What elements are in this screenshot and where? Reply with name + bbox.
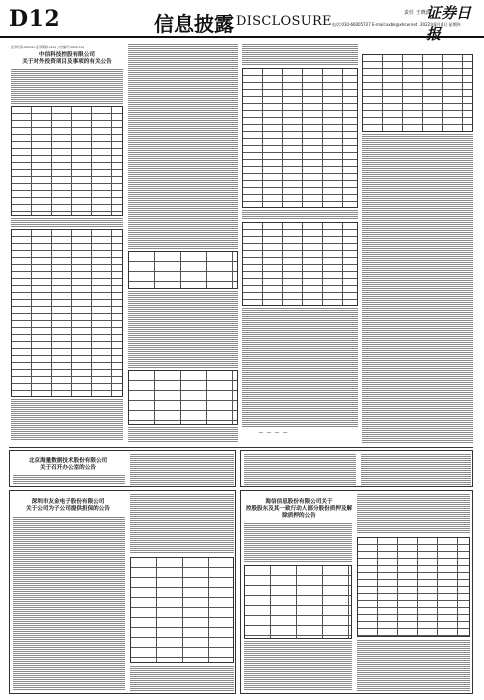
body-text	[244, 454, 356, 485]
announcement-3-company: 深圳市友金电子股份有限公司	[31, 499, 105, 505]
body-text	[244, 641, 352, 691]
data-table	[128, 251, 238, 289]
body-text	[11, 69, 123, 105]
data-table	[242, 222, 358, 306]
data-table	[11, 229, 123, 397]
body-text	[357, 494, 470, 534]
section-title: 信息披露	[154, 12, 234, 36]
data-table	[357, 537, 470, 637]
editor-credit: 责任 王晓波	[404, 10, 431, 16]
announcement-4	[240, 490, 473, 694]
body-text	[242, 44, 358, 66]
data-table	[242, 68, 358, 208]
page-number: D12	[9, 6, 61, 32]
newspaper-logo: 证券日报	[426, 4, 472, 43]
body-text	[362, 134, 473, 443]
data-table	[244, 565, 352, 639]
page-header	[0, 0, 484, 43]
issue-date: 2022年8月4日 星期四	[420, 22, 461, 27]
announcement-2-title: 关于召开办公室的公告	[40, 465, 96, 471]
body-text	[130, 494, 234, 554]
body-text	[11, 399, 123, 441]
body-text	[128, 291, 238, 369]
body-text	[244, 523, 352, 563]
body-text	[11, 218, 123, 228]
signature-stamp: ~ ~ ~ ~	[258, 429, 289, 437]
section-divider	[9, 447, 473, 448]
announcement-side	[240, 450, 473, 487]
body-text	[242, 308, 358, 428]
contact-info: 电话:010-66005727 E-mail:xxbk@xhcw.net	[332, 22, 418, 27]
body-text	[128, 44, 238, 249]
announcement-1-title: 关于对外投资项目及事项的有关公告	[22, 59, 112, 65]
announcement-4-title: 控股股东及其一致行动人部分股份质押及解除质押的公告	[245, 506, 353, 519]
body-text	[13, 475, 125, 485]
data-table	[128, 370, 238, 425]
body-text	[361, 454, 471, 485]
announcement-2	[9, 450, 236, 487]
announcement-4-company: 海信信息股份有限公司关于	[265, 499, 333, 505]
body-text	[357, 640, 470, 691]
data-table	[11, 106, 123, 216]
data-table	[362, 54, 473, 132]
announcement-3	[9, 490, 236, 694]
body-text	[130, 666, 234, 691]
data-table	[130, 557, 234, 663]
announcement-1-company: 中信科技控股有限公司	[39, 52, 95, 58]
body-text	[130, 454, 234, 485]
announcement-1-code-line: 证券代码:002xxx 证券简称:xxxx 公告编号:2022-xxx	[11, 45, 85, 49]
announcement-3-title: 关于公司为子公司提供担保的公告	[26, 506, 110, 512]
body-text	[128, 427, 238, 443]
body-text	[242, 210, 358, 220]
announcement-2-company: 北京海量数据技术股份有限公司	[28, 458, 108, 464]
body-text	[13, 517, 125, 691]
section-title-english: DISCLOSURE	[236, 14, 332, 29]
